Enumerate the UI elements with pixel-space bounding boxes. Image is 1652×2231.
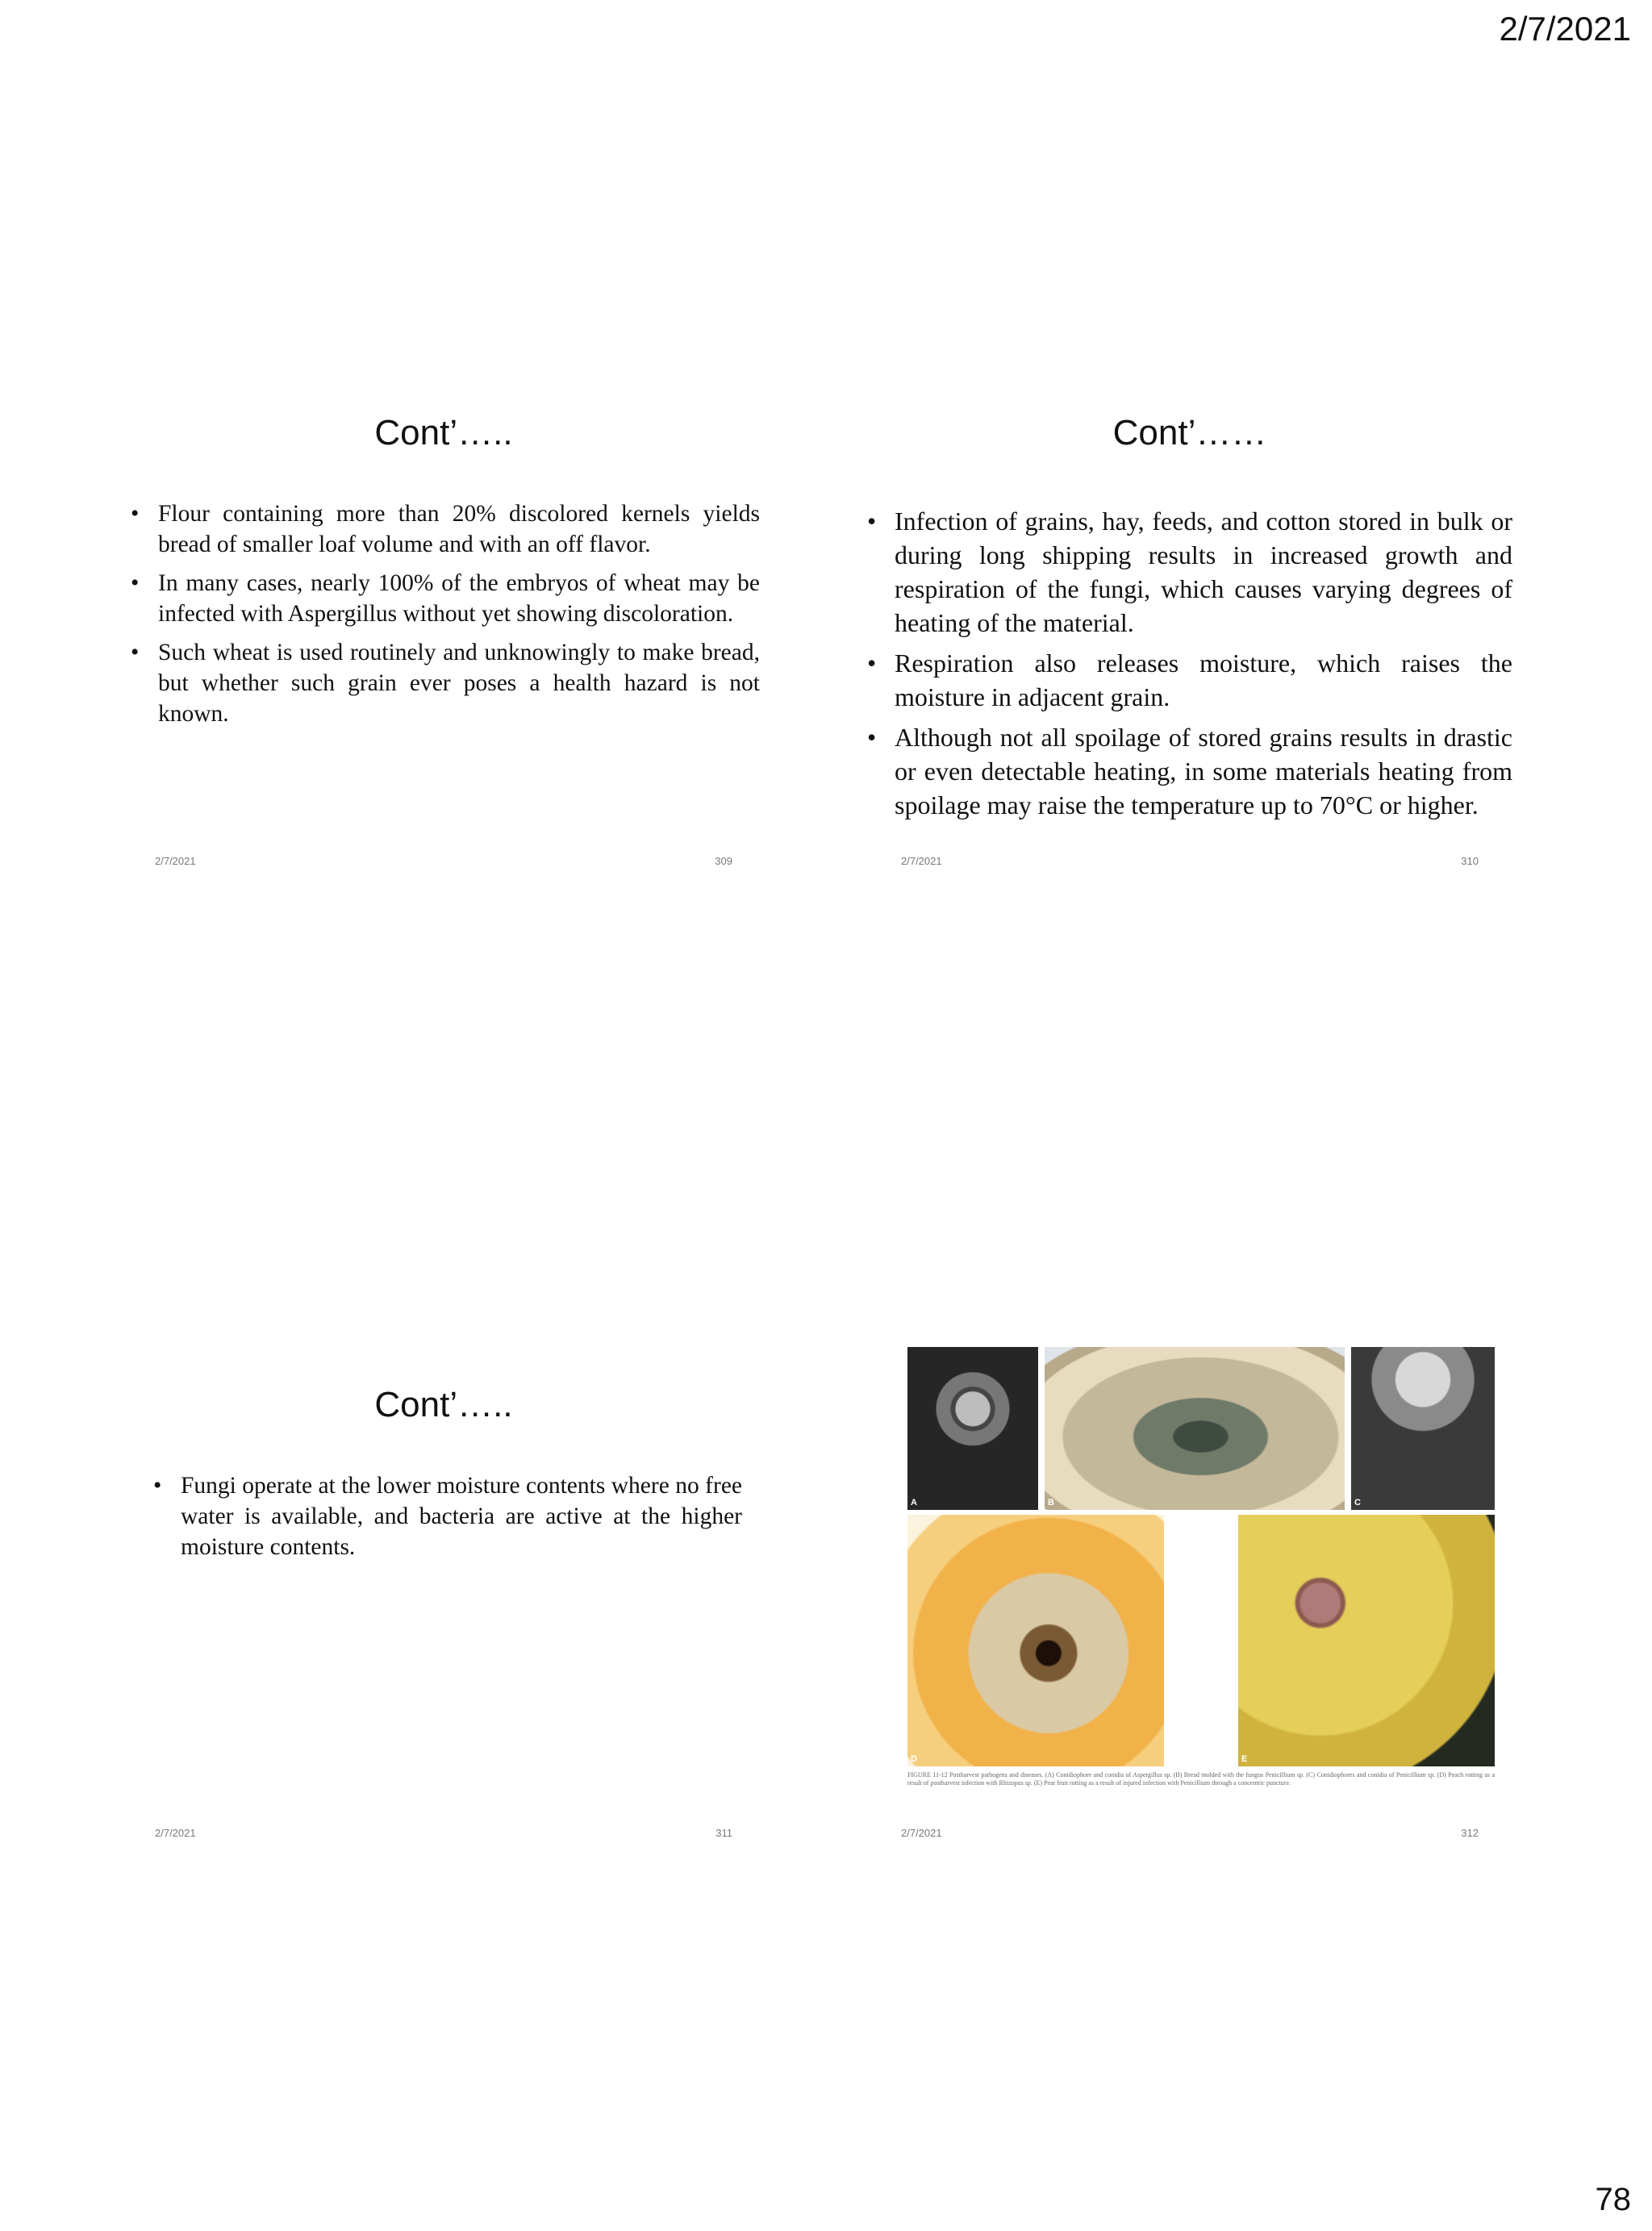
slide-footer-date: 2/7/2021 bbox=[901, 855, 942, 867]
slide-title: Cont’…… bbox=[1112, 413, 1267, 452]
slide-footer-date: 2/7/2021 bbox=[901, 1827, 942, 1839]
bullet-item: • Although not all spoilage of stored grains results in drastic or even detectable heating, in some materials heating from spoilage may raise the temperature up to 70°C or higher. bbox=[867, 720, 1512, 822]
page-number: 78 bbox=[1595, 2182, 1631, 2217]
figure-panel-aspergillus-conidiophore bbox=[907, 1347, 1038, 1510]
figure-panel-rotting-peach bbox=[907, 1515, 1164, 1766]
slide-footer-number: 312 bbox=[1461, 1827, 1479, 1839]
slide-footer-date: 2/7/2021 bbox=[155, 855, 196, 867]
slide-footer-date: 2/7/2021 bbox=[155, 1827, 196, 1839]
panel-letter: D bbox=[911, 1754, 917, 1764]
panel-letter: E bbox=[1241, 1754, 1248, 1764]
bullet-item: • Such wheat is used routinely and unknowingly to make bread, but whether such grain ever poses a health hazard is not known. bbox=[131, 637, 760, 729]
slide-footer-number: 311 bbox=[715, 1827, 732, 1839]
figure-panel-rotting-pear bbox=[1238, 1515, 1495, 1766]
slide-title: Cont’….. bbox=[374, 413, 513, 452]
figure-panel-molded-bread bbox=[1045, 1347, 1345, 1510]
bullet-item: • Respiration also releases moisture, which raises the moisture in adjacent grain. bbox=[867, 646, 1512, 714]
bullet-list bbox=[153, 1470, 742, 1570]
bullet-item: • Flour containing more than 20% discolored kernels yields bread of smaller loaf volume and with an off flavor. bbox=[131, 498, 760, 560]
panel-letter: C bbox=[1354, 1498, 1361, 1507]
bullet-list bbox=[131, 498, 760, 737]
slide-title: Cont’….. bbox=[374, 1385, 513, 1424]
slide-footer-number: 309 bbox=[715, 855, 732, 867]
bullet-list bbox=[867, 504, 1512, 828]
postharvest-disease-figure bbox=[907, 1347, 1495, 1799]
figure-caption: FIGURE 11-12 Postharvest pathogens and diseases. (A) Conidiophore and conidia of Aspergillus sp. (B) Bread molded with the fungus Penicillium sp. (C) Conidiophores and conidia of Penicillium sp. (D) Peach rotting as a result of postharvest infection with Rhizopus sp. (E) Pear fruit rotting as a result of injured infection with Penicillium through a concentric puncture. bbox=[907, 1771, 1495, 1787]
slide-312 bbox=[867, 1359, 1512, 1839]
slide-310 bbox=[867, 387, 1512, 867]
bullet-item: • Infection of grains, hay, feeds, and cotton stored in bulk or during long shipping results in increased growth and respiration of the fungi, which causes varying degrees of heating of the material. bbox=[867, 504, 1512, 640]
bullet-item: • In many cases, nearly 100% of the embryos of wheat may be infected with Aspergillus without yet showing discoloration. bbox=[131, 568, 760, 629]
slide-footer-number: 310 bbox=[1461, 855, 1479, 867]
bullet-item: • Fungi operate at the lower moisture contents where no free water is available, and bacteria are active at the higher moisture contents. bbox=[153, 1470, 742, 1562]
slide-309 bbox=[121, 387, 766, 867]
figure-panel-penicillium-conidiophores bbox=[1351, 1347, 1495, 1510]
slide-311 bbox=[121, 1359, 766, 1839]
page-date: 2/7/2021 bbox=[1499, 10, 1631, 48]
panel-letter: B bbox=[1048, 1498, 1054, 1507]
panel-letter: A bbox=[911, 1498, 917, 1507]
